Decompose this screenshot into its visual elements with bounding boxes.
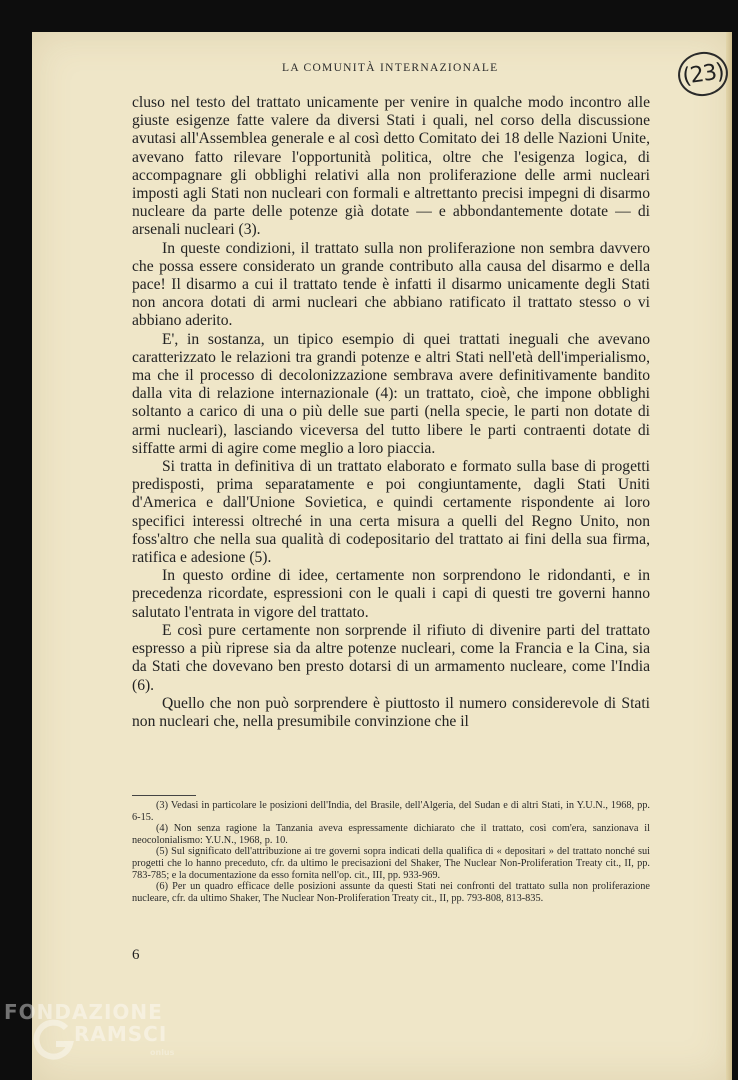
handwritten-page-annotation: (23) bbox=[675, 49, 731, 100]
watermark-text: FONDAZIONE bbox=[4, 1000, 163, 1024]
footnote: (6) Per un quadro efficace delle posizioni assunte da questi Stati nei confronti del trattato sulla non proliferazione nucleare, cfr. da ultimo Shaker, The Nuclear Non-Proliferation Treaty cit., II, pp. 793-808, 813-835. bbox=[132, 881, 650, 904]
paragraph: Quello che non può sorprendere è piuttosto il numero considerevole di Stati non nucleari che, nella presumibile convinzione che il bbox=[132, 694, 650, 730]
footnote: (3) Vedasi in particolare le posizioni dell'India, del Brasile, dell'Algeria, del Sudan e di altri Stati, in Y.U.N., 1968, pp. 6-15. bbox=[132, 800, 650, 823]
watermark-text: RAMSCI bbox=[74, 1022, 168, 1046]
paragraph: E così pure certamente non sorprende il rifiuto di divenire parti del trattato espresso a più riprese sia da altre potenze nucleari, come la Francia e la Cina, sia da Stati che dovevano ben presto dotarsi di un armamento nucleare, come l'India (6). bbox=[132, 621, 650, 694]
watermark-logo bbox=[4, 1000, 204, 1080]
paragraph: cluso nel testo del trattato unicamente per venire in qualche modo incontro alle giuste esigenze fatte valere da diversi Stati i quali, nel corso della discussione avutasi all'Assemblea generale e al così detto Comitato dei 18 delle Nazioni Unite, avevano fatto rilevare l'opportunità politica, oltre che l'esigenza logica, di accompagnare gli obblighi relativi alla non proliferazione delle armi nucleari imposti agli Stati non nucleari con formali e altrettanto precisi impegni di disarmo nucleare da parte delle potenze già dotate — e abbondantemente dotate — di arsenali nucleari (3). bbox=[132, 94, 650, 239]
paragraph: In questo ordine di idee, certamente non sorprendono le ridondanti, e in precedenza ricordate, espressioni con le quali i capi di questi tre governi hanno salutato l'entrata in vigore del trattato. bbox=[132, 567, 650, 621]
paragraph: Si tratta in definitiva di un trattato elaborato e formato sulla base di progetti predisposti, prima separatamente e poi congiuntamente, dagli Stati Uniti d'America e dall'Unione Sovietica, e quindi certamente rispondente ai loro specifici interessi oltreché in una certa misura a quelli del Regno Unito, non foss'altro che nella sua qualità di codepositario del trattato ai fini della sua firma, ratifica e adesione (5). bbox=[132, 458, 650, 567]
body-text bbox=[132, 94, 650, 731]
g-logo-icon bbox=[32, 1018, 76, 1062]
running-head: LA COMUNITÀ INTERNAZIONALE bbox=[282, 62, 499, 74]
paragraph: In queste condizioni, il trattato sulla non proliferazione non sembra davvero che possa essere considerato un grande contributo alla causa del disarmo e della pace! Il disarmo a cui il trattato tende è infatti il disarmo unicamente degli Stati non ancora dotati di armi nucleari che abbiano ratificato il trattato stesso o vi abbiano aderito. bbox=[132, 239, 650, 330]
page-edge bbox=[726, 32, 732, 1080]
footnotes bbox=[132, 800, 650, 904]
folio: 6 bbox=[132, 947, 140, 963]
footnote-rule bbox=[132, 795, 196, 796]
footnote: (5) Sul significato dell'attribuzione ai tre governi sopra indicati della qualifica di « depositari » del trattato nonché sui progetti che lo hanno preceduto, cfr. da ultimo le precisazioni del Shaker, The Nuclear Non-Proliferation Treaty cit., II, pp. 783-785; e la documentazione da esso fornita nell'op. cit., III, pp. 933-969. bbox=[132, 846, 650, 881]
paragraph: E', in sostanza, un tipico esempio di quei trattati ineguali che avevano caratterizzato le relazioni tra grandi potenze e altri Stati nell'età dell'imperialismo, ma che il processo di decolonizzazione sembrava avere definitivamente bandito dalla vita di relazione internazionale (4): un trattato, cioè, che impone obblighi soltanto a carico di una o più delle sue parti (nella specie, le parti non dotate di armi nucleari), lasciando viceversa del tutto libere le parti contraenti dotate di siffatte armi di agire come meglio a loro piaccia. bbox=[132, 330, 650, 457]
footnote: (4) Non senza ragione la Tanzania aveva espressamente dichiarato che il trattato, così com'era, sanzionava il neocolonialismo: Y.U.N., 1968, p. 10. bbox=[132, 823, 650, 846]
watermark-subtext: onlus bbox=[150, 1048, 175, 1057]
